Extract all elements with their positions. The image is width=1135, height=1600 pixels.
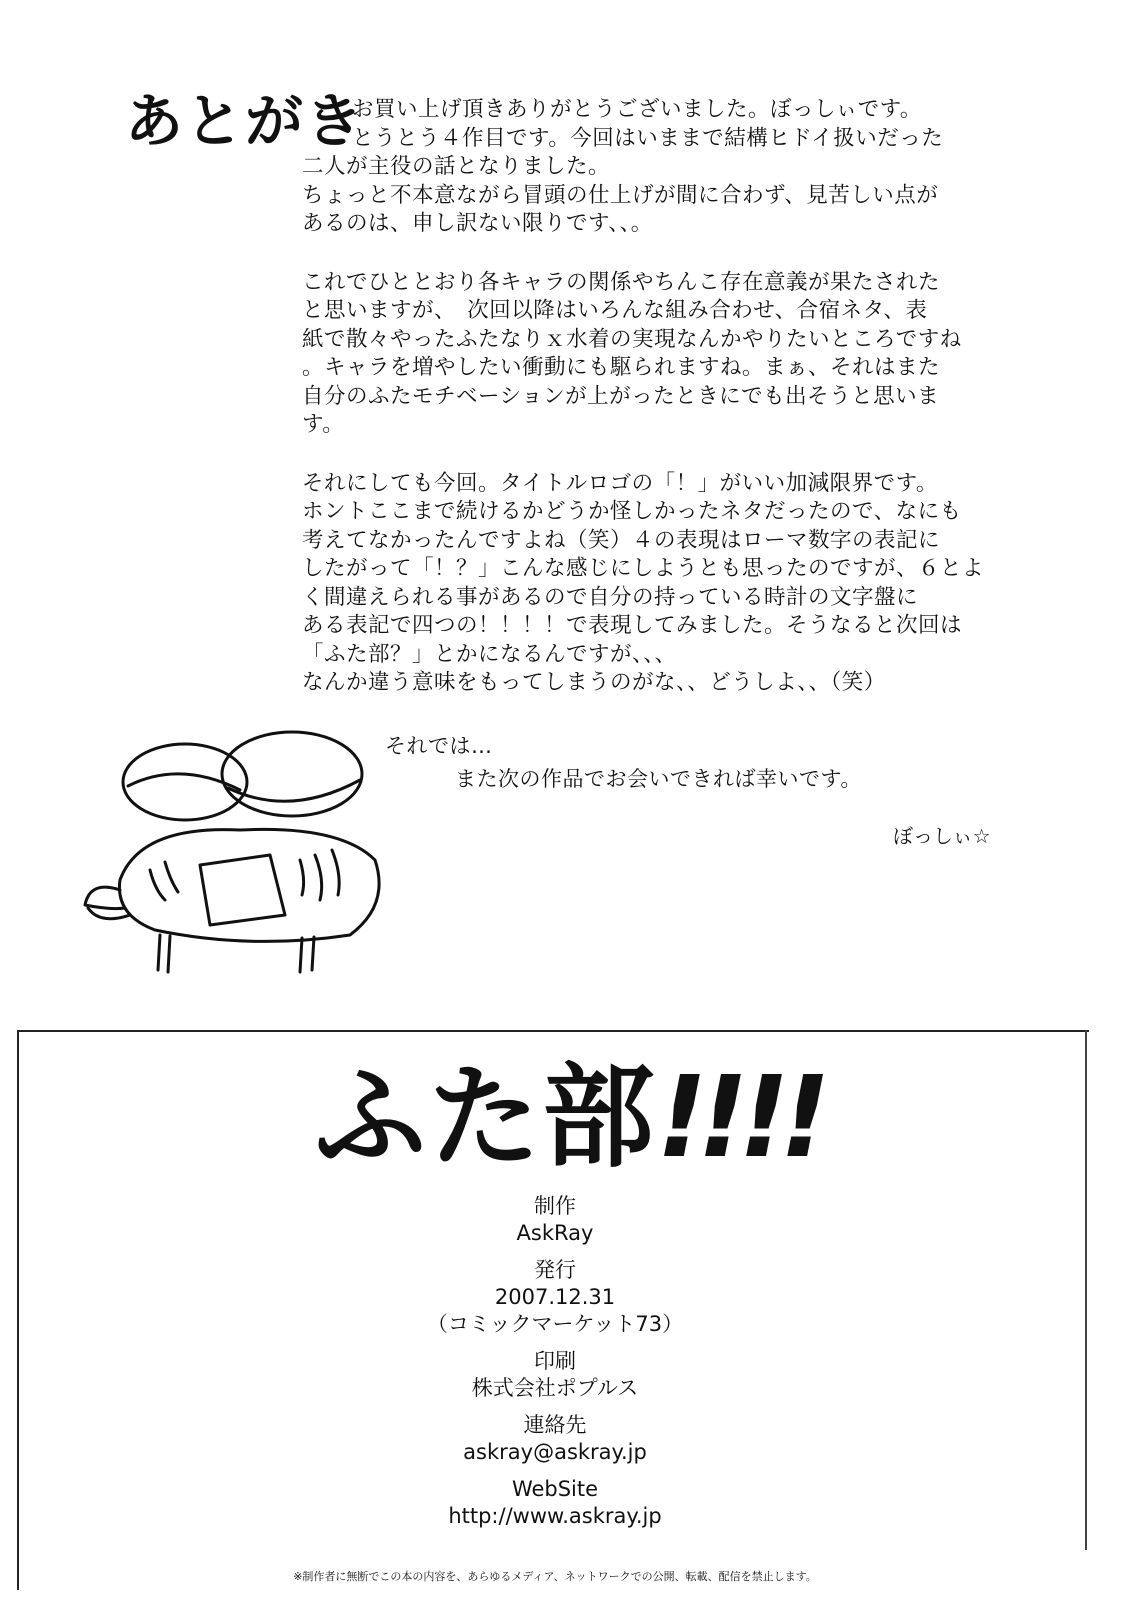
info-printer [0,1348,1110,1402]
info-value: 株式会社ポプルス [471,1376,639,1400]
text-line: く間違えられる事があるので自分の持っている時計の文字盤に [302,584,919,610]
text-line: 考えてなかったんですよね（笑）４の表現はローマ数字の表記に [302,527,941,553]
text-line: 紙で散々やったふたなりｘ水着の実現なんかやりたいところですね [302,326,962,352]
info-label: 制作 [534,1194,576,1218]
colophon-info [0,1193,1110,1540]
text-line: と思いますが、 次回以降はいろんな組み合わせ、合宿ネタ、表 [302,298,928,323]
info-value: askray@askray.jp [463,1440,647,1464]
copyright-notice: ※制作者に無断でこの本の内容を、あらゆるメディア、ネットワークでの公開、転載、配信を禁止します。 [293,1570,817,1583]
text-line: ちょっと不本意ながら冒頭の仕上げが間に合わず、見苦しい点が [302,182,939,208]
afterword-paragraph [302,470,1022,698]
text-line: 。キャラを増やしたい衝動にも駆られますね。まぁ、それはまた [302,355,941,380]
info-value: AskRay [516,1221,594,1245]
info-contact [0,1412,1110,1466]
text-line: お買い上げ頂きありがとうございました。ぼっしぃです。 [352,97,922,122]
info-value: http://www.askray.jp [448,1504,662,1528]
info-label: 印刷 [534,1349,576,1373]
text-line: したがって「！？」こんな感じにしようとも思ったのですが、６とよ [302,556,985,581]
afterword-paragraph [302,269,1022,440]
text-line: 「ふた部？」とかになるんですが、、、 [302,641,677,667]
text-line: なんか違う意味をもってしまうのがな、、どうしよ、、（笑） [302,670,886,695]
info-website [0,1476,1110,1530]
text-line: ホントここまで続けるかどうか怪しかったネタだったので、なにも [302,499,962,524]
doodle-illustration [70,730,400,990]
doodle-sign [200,855,285,925]
text-line: 二人が主役の話となりました。 [302,154,611,179]
text-line: 自分のふたモチベーションが上がったときにでも出そうと思いま [302,383,940,409]
closing-line: それでは… [385,734,493,758]
text-line: あるのは、申し訳ない限りです、、。 [302,211,653,236]
info-producer [0,1193,1110,1247]
info-value: 2007.12.31 [494,1285,616,1309]
info-label: 連絡先 [523,1413,587,1437]
afterword-body [302,96,1022,728]
doodle-eye-right [222,732,362,816]
book-title [0,1053,1135,1183]
afterword-paragraph [302,96,1022,239]
text-line: ある表記で四つの！！！！で表現してみました。そうなると次回は [302,613,963,638]
text-line: とうとう４作目です。今回はいままで結構ヒドイ扱いだった [352,125,944,151]
closing-line: また次の作品でお会いできれば幸いです。 [455,767,862,791]
book-title-text: ふた部 [314,1053,657,1183]
info-value: （コミックマーケット73） [426,1312,684,1336]
text-line: これでひととおり各キャラの関係やちんこ存在意義が果たされた [302,269,941,295]
text-line: それにしても今回。タイトルロゴの「！」がいい加減限界です。 [302,470,938,496]
afterword-heading: あとがき [125,87,366,155]
info-label: WebSite [511,1477,599,1501]
book-title-marks: !!!! [656,1053,821,1183]
author-signature: ぼっしぃ☆ [893,824,991,848]
info-publication [0,1257,1110,1338]
info-label: 発行 [534,1258,576,1282]
text-line: す。 [302,412,345,437]
